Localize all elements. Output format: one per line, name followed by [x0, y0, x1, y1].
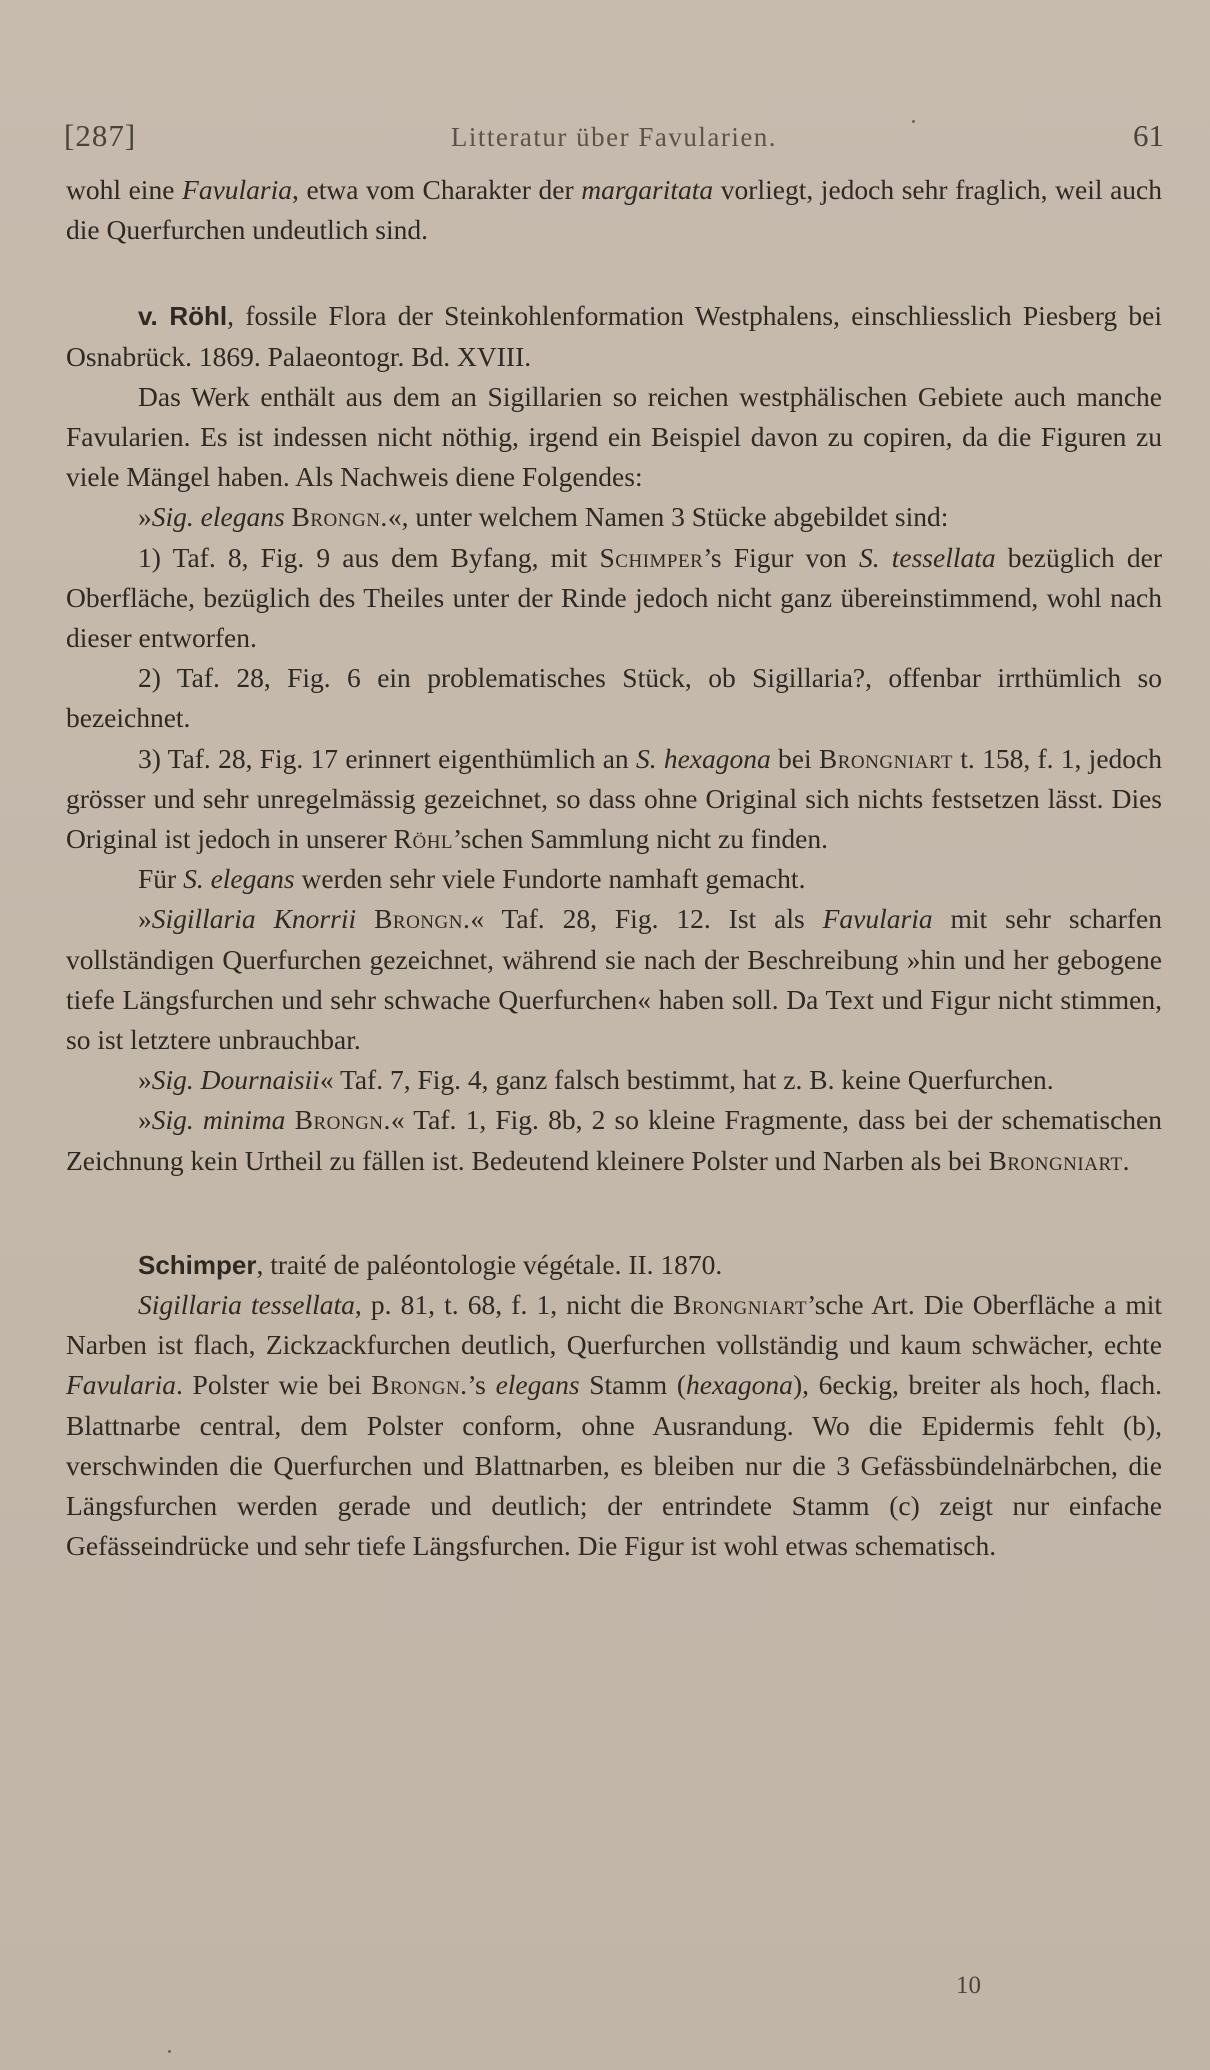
text-run: , p. 81, t. 68, f. 1, nicht die — [354, 1289, 674, 1321]
paragraph — [66, 1100, 1162, 1180]
italic-text: S. tessellata — [858, 541, 996, 573]
paper-speck — [168, 2050, 171, 2053]
text-run: ’sche Art. Die Oberfläche a mit Narben ist flach, Zickzackfurchen deutlich, Querfurchen vollständig und kaum schwächer, echte — [66, 1289, 1162, 1361]
paragraph — [66, 658, 1162, 738]
text-run: 1) Taf. 8, Fig. 9 aus dem Byfang, mit — [138, 541, 600, 573]
paper-speck — [912, 120, 915, 123]
running-title: Litteratur über Favularien. — [450, 122, 778, 152]
text-run: mit sehr scharfen vollständigen Querfurchen gezeichnet, während sie nach der Beschreibung »hin und her gebogene tiefe Längsfurchen und sehr schwache Querfurchen« haben soll. Da Text und Figur nicht stimmen, so ist letztere unbrauchbar. — [66, 903, 1163, 1056]
italic-text: Favularia — [822, 903, 933, 935]
small-caps-name: Schimper — [599, 541, 704, 573]
paragraph — [66, 739, 1162, 860]
text-run: bezüglich der Oberfläche, bezüglich des Theiles unter der Rinde jedoch nicht ganz übereinstimmend, wohl nach dieser entworfen. — [66, 541, 1162, 654]
italic-text: S. elegans — [183, 863, 295, 895]
small-caps-name: Brongn. — [294, 1104, 391, 1136]
text-run: 3) Taf. 28, Fig. 17 erinnert eigenthümlich an — [138, 742, 636, 774]
text-run: ’s Figur von — [703, 541, 859, 573]
text-run — [285, 1104, 294, 1135]
text-run: Für — [138, 863, 184, 895]
text-run: . Polster wie bei — [176, 1369, 372, 1401]
text-run: » — [138, 1064, 152, 1096]
italic-text: elegans — [495, 1369, 580, 1401]
text-run: Stamm ( — [579, 1369, 687, 1401]
paragraph — [66, 170, 1162, 250]
small-caps-name: Röhl — [393, 823, 454, 855]
text-run — [285, 501, 292, 532]
text-run: vorliegt, jedoch sehr fraglich, weil auch die Querfurchen undeutlich sind. — [66, 174, 1162, 246]
italic-text: Sigillaria Knorrii — [151, 903, 357, 935]
text-run — [356, 903, 374, 934]
text-run: bei — [770, 742, 819, 774]
small-caps-name: Brongn. — [374, 903, 471, 935]
small-caps-name: Brongniart — [673, 1289, 808, 1321]
italic-text: S. hexagona — [635, 742, 771, 774]
page-number-bracketed: [287] — [64, 118, 137, 153]
text-run: « Taf. 1, Fig. 8b, 2 so kleine Fragmente, dass bei der schematischen Zeichnung kein Urtheil zu fällen ist. Bedeutend kleinere Polster und Narben als bei — [66, 1104, 1163, 1176]
text-run: Das Werk enthält aus dem an Sigillarien so reichen westphälischen Gebiete auch manche Favularien. Es ist indessen nicht nöthig, irgend ein Beispiel davon zu copiren, da die Figuren zu viele Mängel haben. Als Nachweis diene Folgendes: — [66, 380, 1162, 493]
text-run: « Taf. 7, Fig. 4, ganz falsch bestimmt, hat z. B. keine Querfurchen. — [319, 1064, 1054, 1096]
paragraph — [66, 538, 1162, 659]
text-run: » — [138, 903, 152, 935]
body-text — [66, 170, 1162, 1567]
text-run: ’schen Sammlung nicht zu finden. — [453, 823, 829, 855]
running-header — [64, 118, 1164, 162]
text-run: t. 158, f. 1, jedoch grösser und sehr unregelmässig gezeichnet, so dass ohne Original sich nichts festsetzen lässt. Dies Original ist jedoch in unserer — [66, 742, 1162, 855]
paragraph — [66, 1245, 1162, 1285]
text-run: wohl eine — [66, 174, 183, 205]
italic-text: Sig. elegans — [151, 501, 285, 533]
text-run: ), 6eckig, breiter als hoch, flach. Blattnarbe central, dem Polster conform, ohne Ausrandung. Wo die Epidermis fehlt (b), verschwinden die Querfurchen und Blattnarben, es bleiben nur die 3 Gefässbündelnärbchen, die Längsfurchen werden gerade und deutlich; der entrindete Stamm (c) zeigt nur einfache Gefässeindrücke und sehr tiefe Längsfurchen. Die Figur ist wohl etwas schematisch. — [66, 1369, 1162, 1562]
small-caps-name: Brongn. — [291, 501, 388, 533]
bold-author: Schimper — [138, 1249, 257, 1280]
text-run: ’s — [467, 1369, 496, 1401]
paragraph — [66, 899, 1162, 1060]
text-run: , etwa vom Charakter der — [292, 174, 582, 205]
text-run: » — [138, 501, 152, 533]
italic-text: Sig. minima — [151, 1104, 286, 1136]
text-run: 2) Taf. 28, Fig. 6 ein problematisches Stück, ob Sigillaria?, offenbar irrthümlich so bezeichnet. — [66, 662, 1162, 734]
text-run: « Taf. 28, Fig. 12. Ist als — [470, 903, 823, 935]
text-run: . — [1122, 1144, 1130, 1176]
italic-text: Favularia — [66, 1369, 176, 1401]
italic-text: hexagona — [686, 1369, 793, 1401]
bold-author: v. Röhl — [138, 301, 228, 332]
text-run: werden sehr viele Fundorte namhaft gemacht. — [294, 863, 806, 895]
paragraph — [66, 377, 1162, 498]
paragraph — [66, 497, 1162, 537]
paragraph — [66, 859, 1162, 899]
text-run: , traité de paléontologie végétale. II. 1870. — [256, 1248, 723, 1280]
page-number: 61 — [1133, 118, 1164, 153]
text-run: » — [138, 1104, 152, 1136]
paragraph — [66, 1285, 1162, 1566]
text-run: «, unter welchem Namen 3 Stücke abgebildet sind: — [387, 501, 949, 533]
italic-text: Favularia — [182, 174, 293, 205]
signature-mark: 10 — [956, 1972, 981, 1999]
italic-text: Sig. Dournaisii — [151, 1064, 320, 1096]
paragraph — [66, 1060, 1162, 1100]
italic-text: Sigillaria tessellata — [138, 1289, 355, 1321]
paragraph — [66, 296, 1162, 376]
small-caps-name: Brongn. — [371, 1369, 468, 1401]
small-caps-name: Brongniart — [818, 742, 954, 774]
small-caps-name: Brongniart — [988, 1144, 1123, 1176]
text-run: , fossile Flora der Steinkohlenformation Westphalens, einschliesslich Piesberg bei Osnabrück. 1869. Palaeontogr. Bd. XVIII. — [66, 300, 1162, 372]
italic-text: margaritata — [581, 174, 714, 205]
